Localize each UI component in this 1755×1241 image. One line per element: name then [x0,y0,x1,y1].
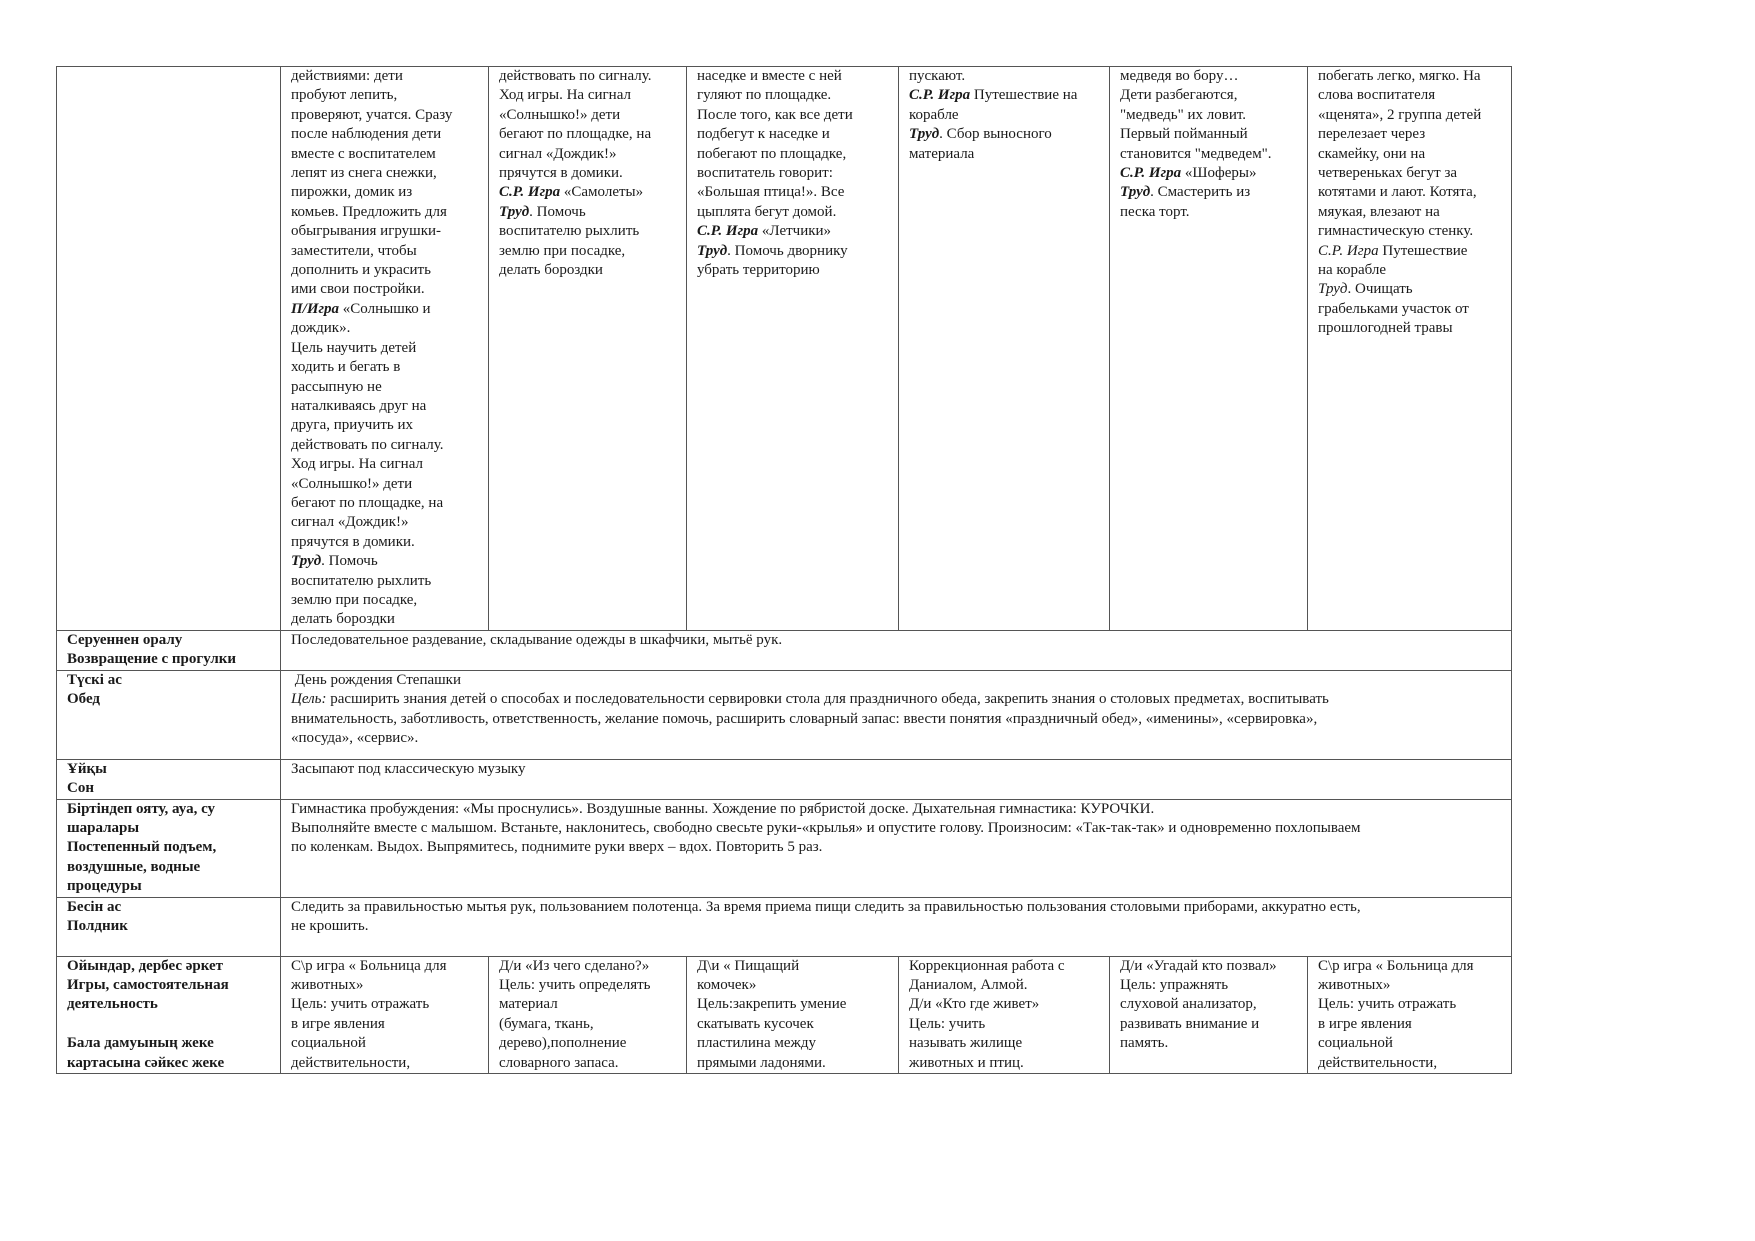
line-text: «Шоферы» [1181,165,1257,182]
line-text: . Сбор выносного [939,126,1052,143]
return-text: Последовательное раздевание, складывание одежды в шкафчики, мытьё рук. [291,631,783,648]
bold-italic-label: Труд [1120,184,1151,201]
sleep-row [57,759,1512,799]
cell-line: гуляют по площадке. [697,87,832,104]
return-row [57,630,1512,670]
games-label-4 [67,1015,272,1034]
games-cell-6 [1308,956,1512,1073]
cell-line: Коррекционная работа с [909,957,1065,974]
lunch-text-cell [281,670,1512,759]
cell-line: становится "медведем". [1120,145,1272,162]
walk-cell-5 [1110,67,1308,631]
wakeup-text-3: по коленкам. Выдох. Выпрямитесь, поднимите руки вверх – вдох. Повторить 5 раз. [291,839,823,856]
wakeup-label [57,799,281,897]
cell-line: котятами и лают. Котята, [1318,184,1477,201]
cell-line: наталкиваясь друг на [291,397,427,414]
cell-line: Д/и «Кто где живет» [909,996,1040,1013]
cell-line [697,222,890,241]
wakeup-text-2: Выполняйте вместе с малышом. Встаньте, наклонитесь, свободно свесьте руки-«крылья» и опустите голову. Произносим: «Так-так-так» и одновременно похлопываем [291,820,1361,836]
return-label-ru: Возвращение с прогулки [67,651,237,668]
cell-line: делать бороздки [499,262,603,279]
cell-line: лепят из снега снежки, [291,165,437,182]
cell-line [1318,242,1503,261]
lunch-row [57,670,1512,759]
cell-line: вместе с воспитателем [291,145,436,162]
walk-cell-6 [1308,67,1512,631]
wakeup-label-2: шаралары [67,820,140,836]
line-text: «Самолеты» [560,184,644,201]
line-text: «Летчики» [758,223,832,240]
walk-cell-4 [899,67,1110,631]
cell-line: в игре явления [291,1015,385,1032]
daily-plan-table [56,66,1512,1074]
bold-italic-label: С.Р. Игра [909,87,971,104]
cell-line: дополнить и украсить [291,262,431,279]
wakeup-row [57,799,1512,897]
cell-line: корабле [909,106,959,123]
cell-line: воспитателю рыхлить [291,572,432,589]
cell-line: после наблюдения дети [291,126,442,143]
lunch-label-ru: Обед [67,691,101,708]
snack-label-kz: Бесін ас [67,898,122,915]
walk-cell-2 [489,67,687,631]
cell-line: Первый пойманный [1120,126,1248,143]
cell-line: «Солнышко!» дети [499,106,621,123]
cell-line [1318,280,1503,299]
bold-italic-label: С.Р. Игра [499,184,561,201]
cell-line: «Солнышко!» дети [291,475,413,492]
cell-line: друга, приучить их [291,417,414,434]
cell-line: пирожки, домик из [291,184,413,201]
cell-line: "медведь" их ловит. [1120,106,1247,123]
wakeup-label-1: Біртіндеп ояту, ауа, су [67,800,216,817]
wakeup-label-5: процедуры [67,878,142,895]
cell-line: на корабле [1318,262,1387,279]
cell-line: побегать легко, мягко. На [1318,68,1481,84]
return-label [57,630,281,670]
lunch-goal-line-3: «посуда», «сервис». [291,730,419,746]
return-text-cell [281,630,1512,670]
cell-line: Цель: учить определять [499,977,651,994]
wakeup-text-cell [281,799,1512,897]
cell-line: Ход игры. На сигнал [499,87,631,104]
cell-line: дерево),пополнение [499,1035,627,1052]
sleep-text-cell [281,759,1512,799]
cell-line: «щенята», 2 группа детей [1318,106,1482,123]
games-label-3: деятельность [67,996,158,1013]
snack-row [57,897,1512,956]
cell-line: гимнастическую стенку. [1318,223,1474,240]
cell-line: Д\и « Пищащий [697,957,800,974]
cell-line: Цель: учить отражать [1318,996,1457,1013]
cell-line: действительности, [291,1054,411,1071]
cell-line: обыгрывания игрушки- [291,223,442,240]
cell-line: социальной [291,1035,366,1052]
lunch-goal-line-2: внимательность, заботливость, ответственность, желание помочь, расширить словарный запас: ввести понятия «праздничный обед», «именины», «сервировка», [291,710,1318,727]
italic-label: С.Р. Игра [1318,242,1379,259]
cell-line: Цель: учить отражать [291,996,430,1013]
bold-italic-label: Труд [909,126,940,143]
games-cell-5 [1110,956,1308,1073]
cell-line: называть жилище [909,1035,1023,1052]
cell-line: воспитатель говорит: [697,165,833,182]
cell-line: Цель научить детей [291,339,417,356]
cell-line [1120,164,1299,183]
cell-line: дождик». [291,320,351,337]
bold-italic-label: П/Игра [291,300,340,317]
lunch-goal-label: Цель: [291,691,327,708]
lunch-goal-line-1 [291,690,1503,709]
cell-line: прячутся в домики. [291,533,415,550]
cell-line: пластилина между [697,1035,817,1052]
cell-line: социальной [1318,1035,1393,1052]
cell-line: делать бороздки [291,611,395,628]
cell-line: прямыми ладонями. [697,1054,826,1071]
lunch-goal-text-1: расширить знания детей о способах и последовательности сервировки стола для праздничного обеда, закрепить знания о столовых предметах, воспитывать [326,691,1329,708]
bold-italic-label: Труд [291,553,322,570]
cell-line [909,125,1101,144]
bold-italic-label: С.Р. Игра [1120,165,1182,182]
cell-line: четвереньках бегут за [1318,165,1458,182]
games-label-5: Бала дамуының жеке [67,1035,214,1052]
cell-line: «Большая птица!». Все [697,184,845,201]
line-text: . Смастерить из [1150,184,1251,201]
cell-line: песка торт. [1120,203,1190,220]
cell-line [1120,183,1299,202]
cell-line: действительности, [1318,1054,1438,1071]
cell-line: Ход игры. На сигнал [291,456,423,473]
cell-line: наседке и вместе с ней [697,68,842,84]
cell-line [499,203,678,222]
cell-line: пускают. [909,68,966,84]
cell-line: сигнал «Дождик!» [291,514,409,531]
cell-line: После того, как все дети [697,106,853,123]
cell-line: Даниалом, Алмой. [909,977,1028,994]
cell-line [291,300,480,319]
cell-line: животных» [1318,977,1391,994]
line-text: . Помочь [321,553,378,570]
cell-line: скамейку, они на [1318,145,1426,162]
line-text: . Помочь дворнику [727,242,848,259]
games-cell-4 [899,956,1110,1073]
games-label-1: Ойындар, дербес әркет [67,957,224,974]
cell-line: память. [1120,1035,1169,1052]
cell-line: подбегут к наседке и [697,126,830,143]
wakeup-text-1: Гимнастика пробуждения: «Мы проснулись». Воздушные ванны. Хождение по рябристой доске. Дыхательная гимнастика: КУРОЧКИ. [291,800,1155,817]
games-label [57,956,281,1073]
lunch-title: День рождения Степашки [291,671,461,688]
bold-italic-label: С.Р. Игра [697,223,759,240]
cell-line: прячутся в домики. [499,165,623,182]
walk-label-cell [57,67,281,631]
line-text: . Помочь [529,203,586,220]
line-text: . Очищать [1347,281,1413,298]
cell-line: (бумага, ткань, [499,1015,594,1032]
cell-line: комочек» [697,977,757,994]
cell-line: в игре явления [1318,1015,1412,1032]
snack-label [57,897,281,956]
cell-line: Цель: упражнять [1120,977,1229,994]
cell-line: грабельками участок от [1318,300,1469,317]
cell-line: землю при посадке, [291,591,418,608]
cell-line: развивать внимание и [1120,1015,1260,1032]
games-label-2: Игры, самостоятельная [67,977,229,994]
line-text: «Солнышко и [339,300,431,317]
snack-text-cell [281,897,1512,956]
line-text: Путешествие [1378,242,1468,259]
wakeup-label-3: Постепенный подъем, [67,839,217,856]
cell-line: материала [909,145,975,162]
cell-line: животных и птиц. [909,1054,1024,1071]
cell-line: пробуют лепить, [291,87,398,104]
cell-line: словарного запаса. [499,1054,619,1071]
cell-line [291,552,480,571]
snack-text-2: не крошить. [291,918,369,935]
italic-label: Труд [1318,281,1348,298]
cell-line [499,183,678,202]
cell-line: воспитателю рыхлить [499,223,640,240]
cell-line [909,86,1101,105]
line-text: Путешествие на [970,87,1078,104]
cell-line: бегают по площадке, на [499,126,652,143]
lunch-label [57,670,281,759]
walk-row [57,67,1512,631]
cell-line: цыплята бегут домой. [697,203,837,220]
walk-cell-3 [687,67,899,631]
walk-cell-1 [281,67,489,631]
cell-line: материал [499,996,558,1013]
cell-line: животных» [291,977,364,994]
cell-line: С\р игра « Больница для [1318,957,1474,974]
cell-line: Цель: учить [909,1015,986,1032]
cell-line [697,242,890,261]
games-cell-2 [489,956,687,1073]
cell-line: слуховой анализатор, [1120,996,1257,1013]
cell-line: действовать по сигналу. [499,68,652,84]
sleep-label [57,759,281,799]
cell-line: Дети разбегаются, [1120,87,1238,104]
cell-line: мяукая, влезают на [1318,203,1440,220]
wakeup-label-4: воздушные, водные [67,858,201,875]
lunch-label-kz: Түскі ас [67,671,122,688]
cell-line: медведя во бору… [1120,68,1239,84]
cell-line: рассыпную не [291,378,382,395]
cell-line: ходить и бегать в [291,359,401,376]
sleep-label-kz: Ұйқы [67,760,107,777]
cell-line: побегают по площадке, [697,145,847,162]
cell-line: проверяют, учатся. Сразу [291,106,453,123]
sleep-label-ru: Сон [67,780,94,797]
cell-line: землю при посадке, [499,242,626,259]
snack-text-1: Следить за правильностью мытья рук, пользованием полотенца. За время приема пищи следить за правильностью пользования столовыми приборами, аккуратно есть, [291,898,1361,915]
cell-line: Д/и «Угадай кто позвал» [1120,957,1277,974]
cell-line: убрать территорию [697,262,820,279]
games-cell-1 [281,956,489,1073]
games-row [57,956,1512,1073]
cell-line: комьев. Предложить для [291,203,447,220]
cell-line: Цель:закрепить умение [697,996,847,1013]
cell-line: ими свои постройки. [291,281,425,298]
cell-line: прошлогодней травы [1318,320,1453,337]
cell-line: С\р игра « Больница для [291,957,447,974]
bold-italic-label: Труд [697,242,728,259]
cell-line: действовать по сигналу. [291,436,444,453]
games-cell-3 [687,956,899,1073]
cell-line: Д/и «Из чего сделано?» [499,957,650,974]
bold-italic-label: Труд [499,203,530,220]
cell-line: бегают по площадке, на [291,494,444,511]
cell-line: заместители, чтобы [291,242,417,259]
sleep-text: Засыпают под классическую музыку [291,760,526,777]
games-label-6: картасына сәйкес жеке [67,1054,225,1071]
cell-line: перелезает через [1318,126,1426,143]
snack-label-ru: Полдник [67,918,128,935]
cell-line: действиями: дети [291,68,403,84]
return-label-kz: Серуеннен оралу [67,631,183,648]
cell-line: скатывать кусочек [697,1015,814,1032]
cell-line: слова воспитателя [1318,87,1436,104]
cell-line: сигнал «Дождик!» [499,145,617,162]
